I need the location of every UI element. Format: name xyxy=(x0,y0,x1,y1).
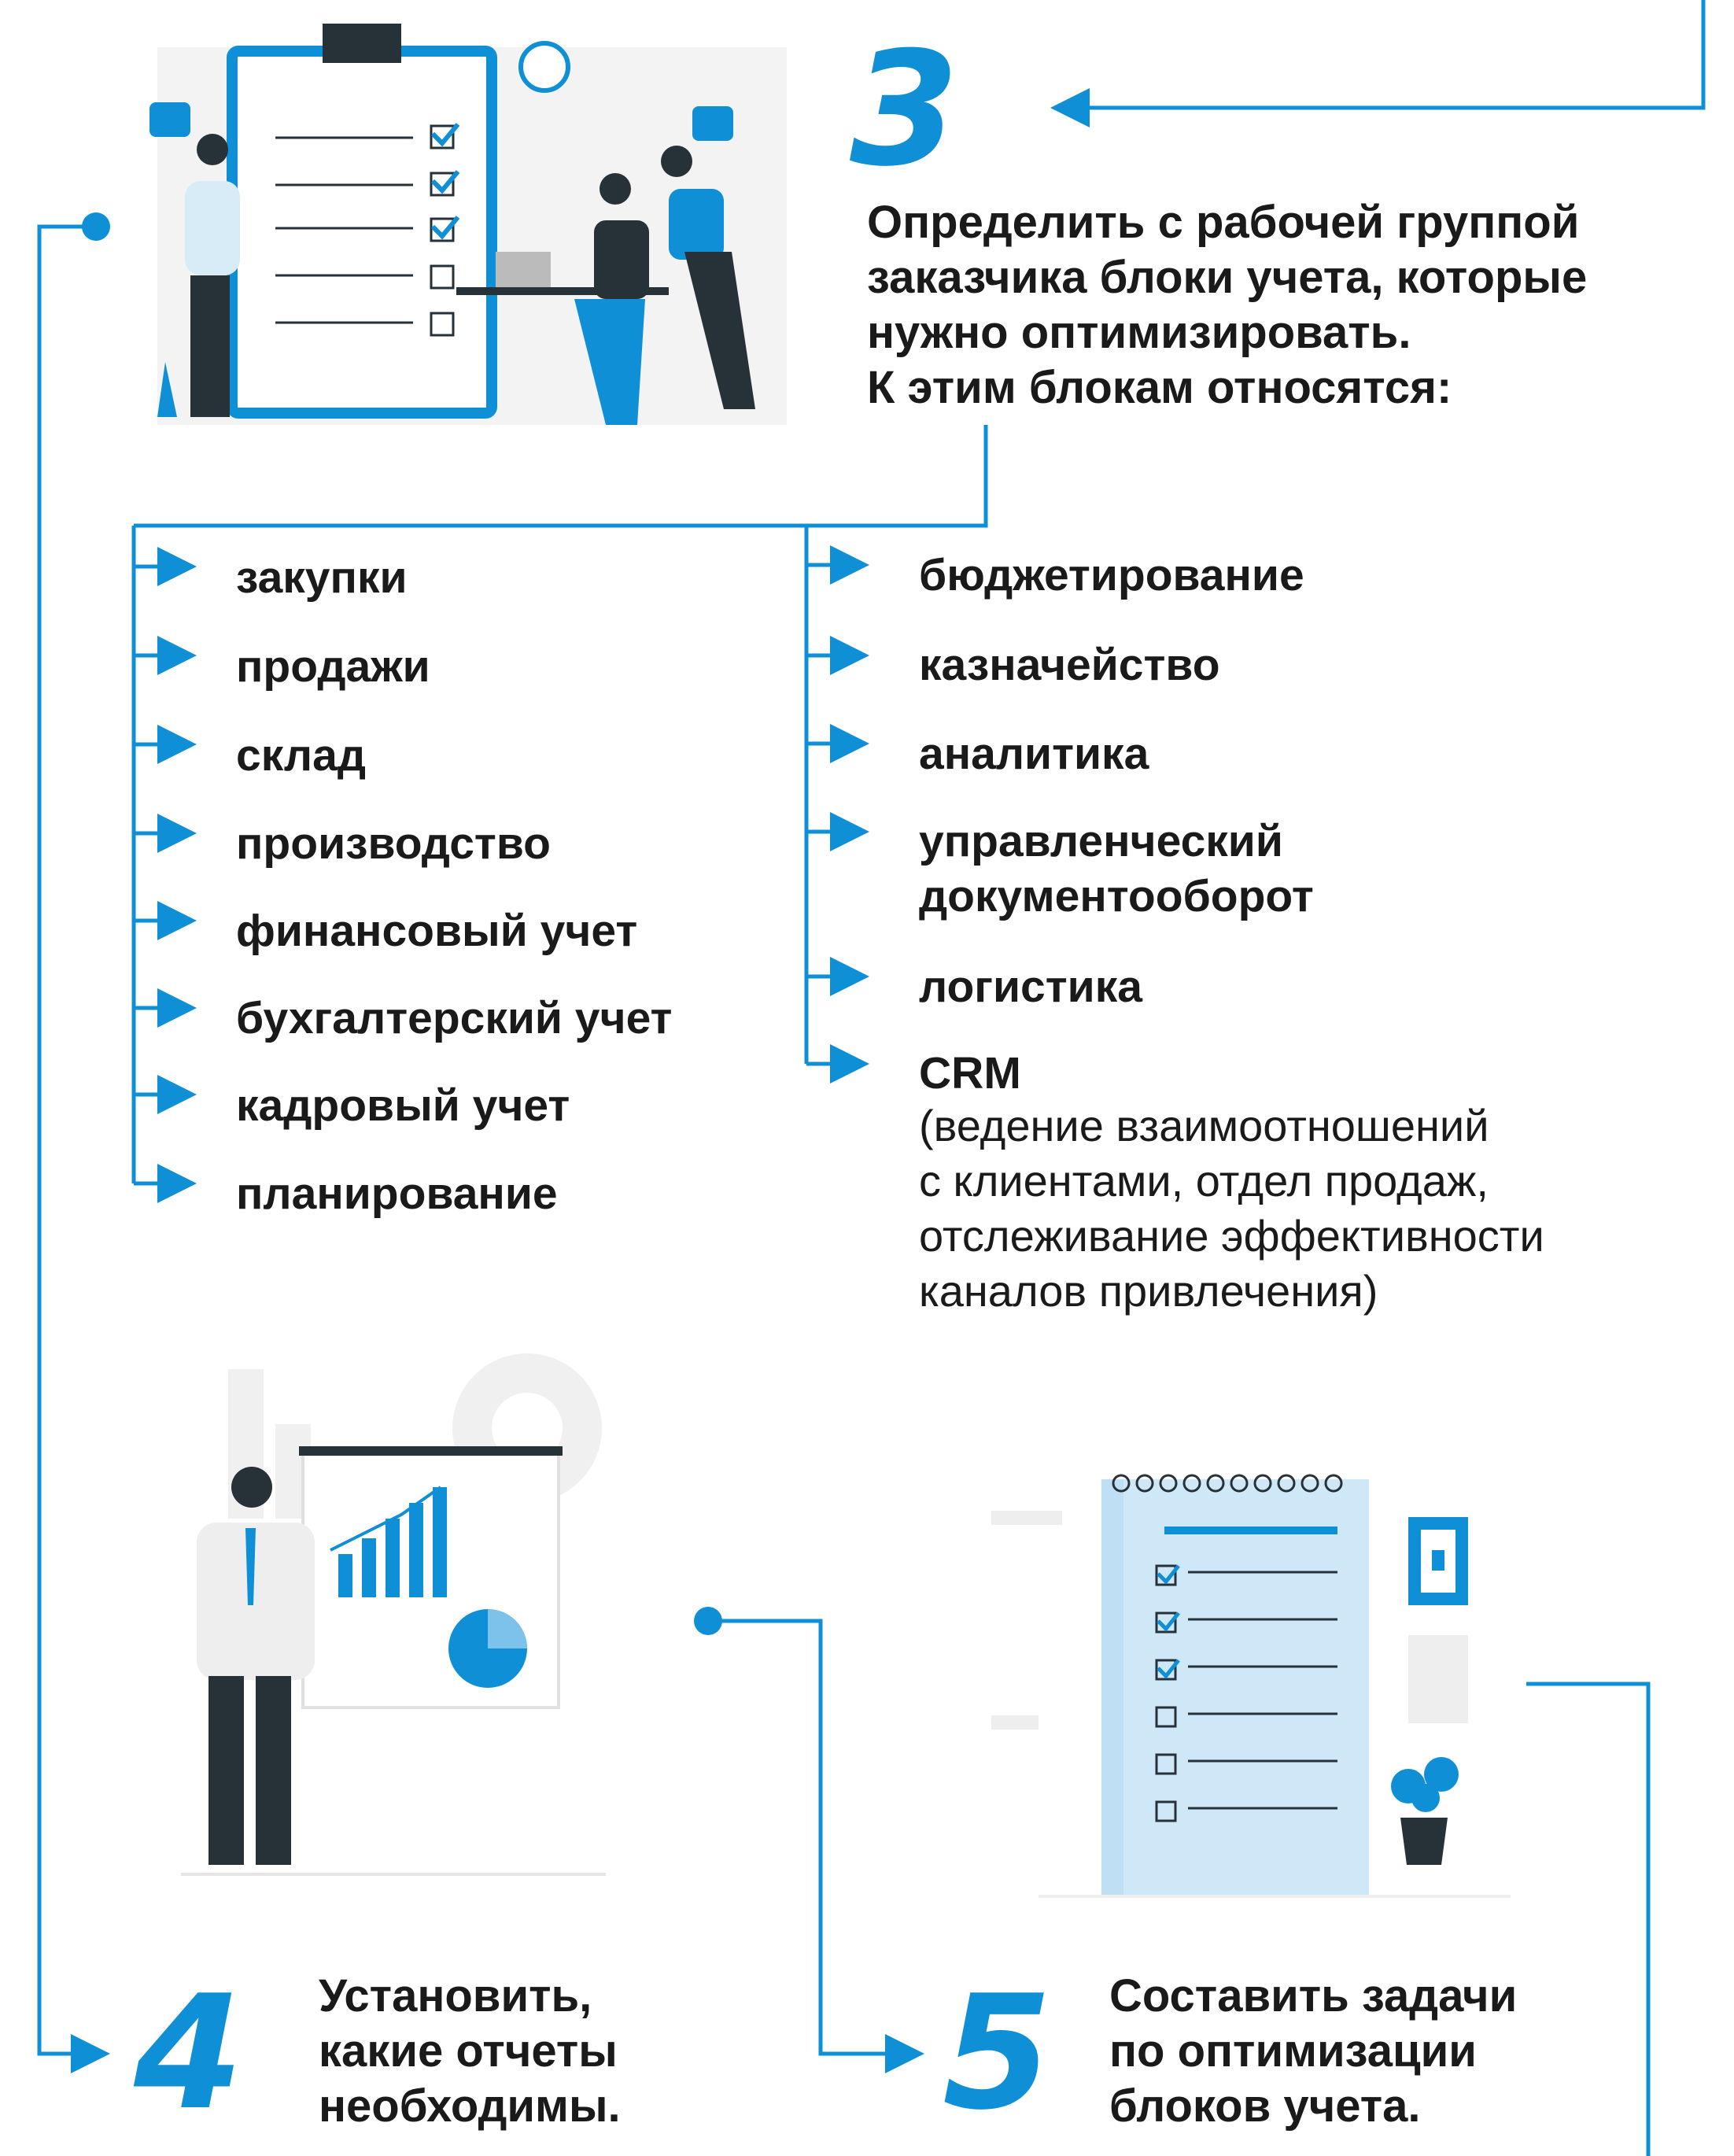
presentation-illustration xyxy=(181,1346,653,1881)
block-item: казначейство xyxy=(919,640,1220,690)
crm-note-line: с клиентами, отдел продаж, xyxy=(919,1156,1489,1205)
block-item xyxy=(919,814,1314,924)
block-item-line: документооборот xyxy=(919,871,1314,921)
block-item: аналитика xyxy=(919,729,1149,779)
step-4-heading xyxy=(319,1969,621,2134)
step-3-line: Определить с рабочей группой xyxy=(867,197,1580,248)
crm-note xyxy=(919,1098,1544,1319)
step-5-heading xyxy=(1109,1969,1517,2134)
block-item-crm: CRM xyxy=(919,1048,1021,1098)
step-5-line: Составить задачи xyxy=(1109,1970,1518,2021)
block-item: закупки xyxy=(236,552,408,603)
block-item: склад xyxy=(236,730,367,781)
step-3-heading xyxy=(867,195,1587,415)
step-5-line: блоков учета. xyxy=(1109,2080,1421,2132)
step-3-line: заказчика блоки учета, которые xyxy=(867,252,1588,303)
block-item: финансовый учет xyxy=(236,906,638,956)
step-3-number: 3 xyxy=(850,18,960,201)
block-item-line: управленческий xyxy=(919,816,1283,866)
team-checklist-illustration xyxy=(134,16,802,433)
crm-note-line: отслеживание эффективности xyxy=(919,1211,1544,1261)
step-4-number: 4 xyxy=(134,1962,244,2145)
step-4-line: необходимы. xyxy=(319,2080,621,2132)
crm-note-line: каналов привлечения) xyxy=(919,1266,1378,1316)
step-5-number: 5 xyxy=(943,1962,1053,2145)
step-4-line: Установить, xyxy=(319,1970,592,2021)
block-item: логистика xyxy=(919,962,1142,1012)
step-5-line: по оптимизации xyxy=(1109,2025,1477,2077)
notepad-checklist-illustration xyxy=(991,1448,1542,1904)
block-item: планирование xyxy=(236,1168,558,1219)
block-item: кадровый учет xyxy=(236,1080,570,1131)
block-item: производство xyxy=(236,818,551,869)
step-4-line: какие отчеты xyxy=(319,2025,618,2077)
block-item: продажи xyxy=(236,641,430,692)
block-item: бюджетирование xyxy=(919,550,1304,600)
step-3-line: К этим блокам относятся: xyxy=(867,362,1452,413)
block-item: бухгалтерский учет xyxy=(236,993,673,1043)
crm-note-line: (ведение взаимоотношений xyxy=(919,1101,1489,1150)
step-3-line: нужно оптимизировать. xyxy=(867,307,1411,358)
